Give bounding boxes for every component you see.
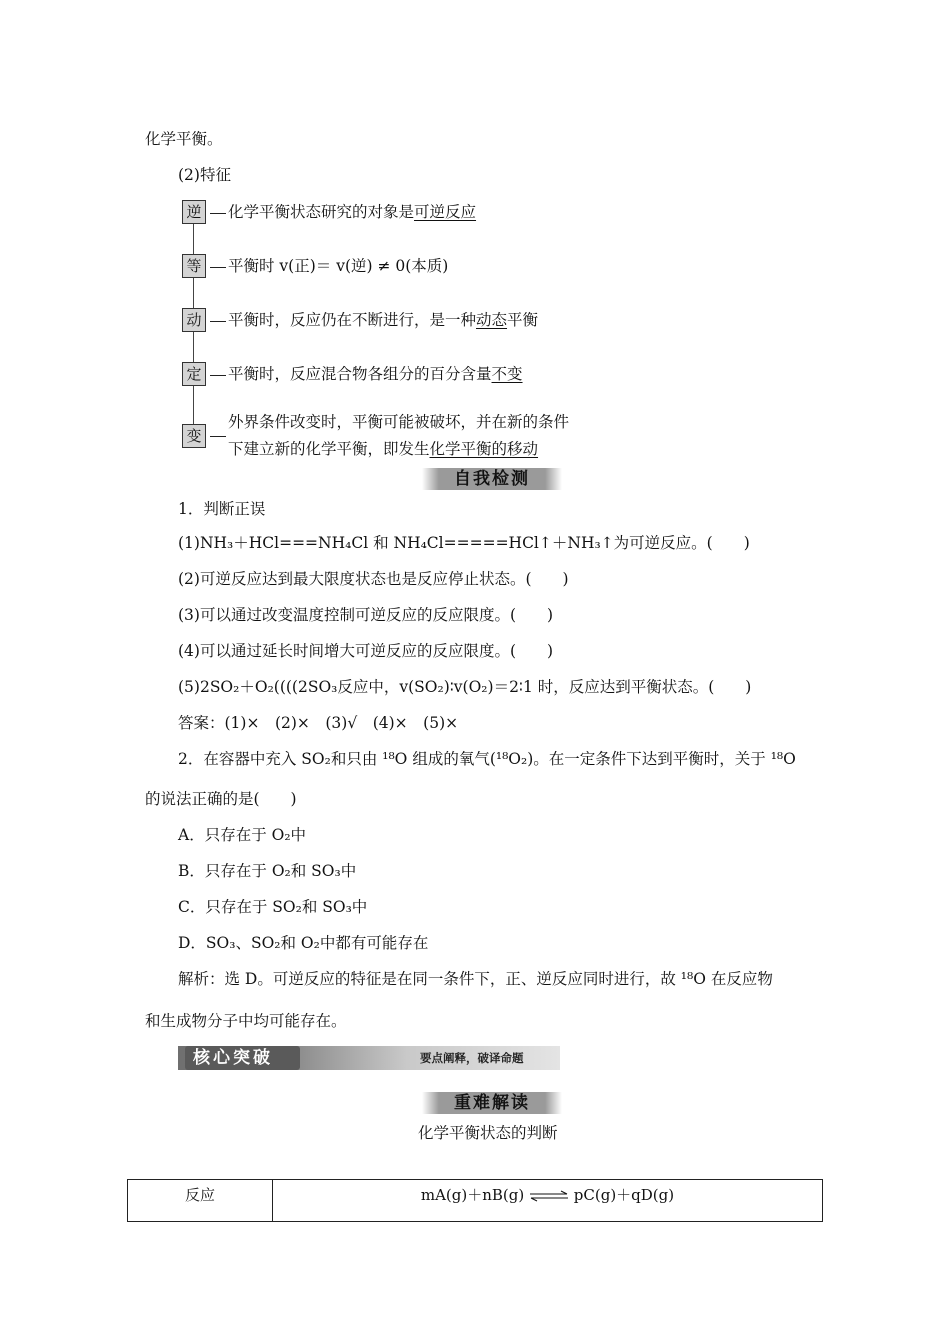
judgement-table bbox=[127, 1179, 823, 1222]
features-heading: (2)特征 bbox=[178, 166, 231, 184]
core-banner-subtitle: 要点阐释，破译命题 bbox=[420, 1051, 524, 1065]
q1-item: (1)NH₃＋HCl===NH₄Cl 和 NH₄Cl=====HCl↑＋NH₃↑为可逆反应。( ) bbox=[178, 534, 750, 552]
feature-text: 平衡时，反应混合物各组分的百分含量不变 bbox=[210, 363, 523, 385]
q2-option-d: D．SO₃、SO₂和 O₂中都有可能存在 bbox=[178, 934, 429, 952]
self-check-banner: 自我检测 bbox=[422, 468, 562, 490]
q1-item: (3)可以通过改变温度控制可逆反应的反应限度。( ) bbox=[178, 606, 554, 624]
feature-text: 外界条件改变时，平衡可能被破坏，并在新的条件 bbox=[228, 413, 570, 431]
q1-answer: 答案：(1)× (2)× (3)√ (4)× (5)× bbox=[178, 714, 459, 732]
connector-line bbox=[193, 332, 194, 362]
feature-char-dynamic: 动 bbox=[182, 308, 206, 332]
connector-line bbox=[193, 278, 194, 308]
q2-stem: 2．在容器中充入 SO₂和只由 ¹⁸O 组成的氧气(¹⁸O₂)。在一定条件下达到平衡时，关于 ¹⁸O bbox=[178, 750, 796, 768]
feature-text: 化学平衡状态研究的对象是可逆反应 bbox=[210, 201, 476, 223]
connector-line bbox=[193, 386, 194, 424]
q2-option-c: C．只存在于 SO₂和 SO₃中 bbox=[178, 898, 368, 916]
reaction-cell bbox=[273, 1180, 823, 1222]
q2-analysis: 解析：选 D。可逆反应的特征是在同一条件下，正、逆反应同时进行，故 ¹⁸O 在反应物 bbox=[178, 970, 773, 988]
table-header-cell: 反应 bbox=[128, 1180, 273, 1222]
feature-char-fixed: 定 bbox=[182, 362, 206, 386]
feature-char-change: 变 bbox=[182, 424, 206, 448]
equilibrium-arrow-icon bbox=[529, 1190, 569, 1202]
q1-item: (5)2SO₂＋O₂((((2SO₃反应中，v(SO₂)∶v(O₂)＝2∶1 时，反应达到平衡状态。( ) bbox=[178, 678, 752, 696]
q1-title: 1．判断正误 bbox=[178, 500, 266, 518]
q1-item: (2)可逆反应达到最大限度状态也是反应停止状态。( ) bbox=[178, 570, 569, 588]
q2-stem: 的说法正确的是( ) bbox=[145, 790, 297, 808]
feature-text: 平衡时，反应仍在不断进行，是一种动态平衡 bbox=[210, 309, 538, 331]
reaction-right: pC(g)＋qD(g) bbox=[573, 1186, 675, 1204]
q2-option-b: B．只存在于 O₂和 SO₃中 bbox=[178, 862, 357, 880]
intro-tail: 化学平衡。 bbox=[145, 130, 223, 148]
feature-text: 平衡时 v(正)＝ v(逆) ≠ 0(本质) bbox=[210, 255, 448, 277]
q2-analysis: 和生成物分子中均可能存在。 bbox=[145, 1012, 347, 1030]
difficulty-banner: 重难解读 bbox=[422, 1092, 562, 1114]
feature-change-dash bbox=[210, 436, 226, 437]
core-banner-title: 核心突破 bbox=[185, 1046, 300, 1070]
q1-item: (4)可以通过延长时间增大可逆反应的反应限度。( ) bbox=[178, 642, 554, 660]
section-title: 化学平衡状态的判断 bbox=[418, 1124, 558, 1142]
connector-line bbox=[193, 224, 194, 254]
feature-char-equal: 等 bbox=[182, 254, 206, 278]
table-row bbox=[128, 1180, 823, 1222]
reaction-left: mA(g)＋nB(g) bbox=[420, 1186, 525, 1204]
feature-char-reversible: 逆 bbox=[182, 200, 206, 224]
feature-text: 下建立新的化学平衡，即发生化学平衡的移动 bbox=[228, 440, 539, 458]
q2-option-a: A．只存在于 O₂中 bbox=[178, 826, 307, 844]
